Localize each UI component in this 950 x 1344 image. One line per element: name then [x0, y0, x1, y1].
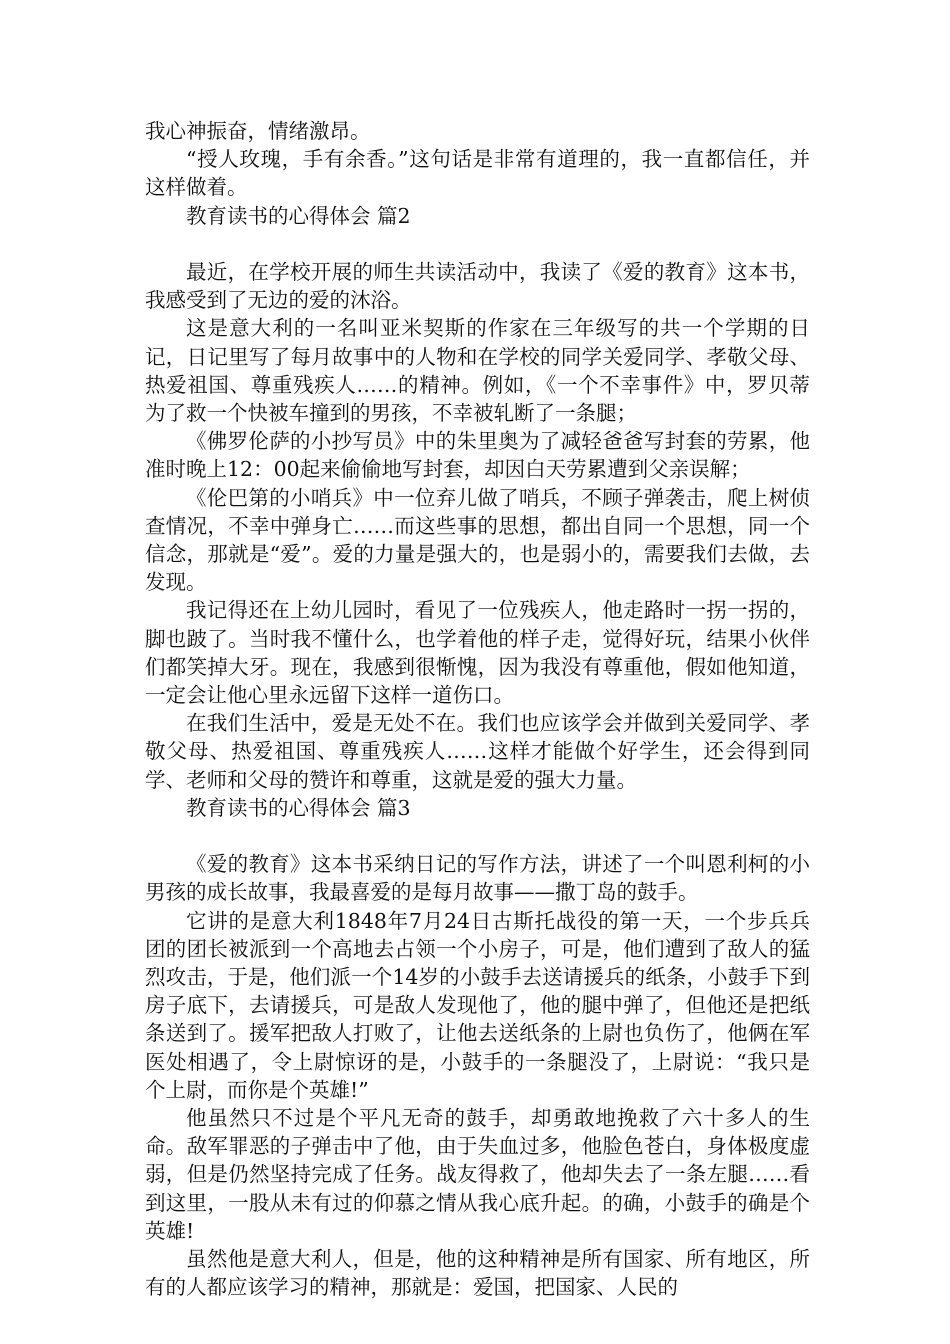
- paragraph: 我记得还在上幼儿园时，看见了一位残疾人，他走路时一拐一拐的，脚也跛了。当时我不懂什么，也学着他的样子走，觉得好玩，结果小伙伴们都笑掉大牙。现在，我感到很惭愧，因为我没有尊重他，假如他知道，一定会让他心里永远留下这样一道伤口。: [145, 598, 810, 708]
- paragraph: 这是意大利的一名叫亚米契斯的作家在三年级写的共一个学期的日记，日记里写了每月故事中的人物和在学校的同学关爱同学、孝敬父母、热爱祖国、尊重残疾人……的精神。例如，《一个不幸事件》中，罗贝蒂为了救一个快被车撞到的男孩，不幸被轧断了一条腿；: [145, 316, 810, 426]
- paragraph: 虽然他是意大利人，但是，他的这种精神是所有国家、所有地区，所有的人都应该学习的精神，那就是：爱国，把国家、人民的: [145, 1247, 810, 1300]
- paragraph: “授人玫瑰，手有余香。”这句话是非常有道理的，我一直都信任，并这样做着。: [145, 147, 810, 200]
- paragraph: 《伦巴第的小哨兵》中一位弃儿做了哨兵，不顾子弹袭击，爬上树侦查情况，不幸中弹身亡……而这些事的思想，都出自同一个思想，同一个信念，那就是“爱”。爱的力量是强大的，也是弱小的，需要我们去做，去发现。: [145, 485, 810, 595]
- paragraph: 它讲的是意大利1848年7月24日古斯托战役的第一天，一个步兵兵团的团长被派到一个高地去占领一个小房子，可是，他们遭到了敌人的猛烈攻击，于是，他们派一个14岁的小鼓手去送请援兵的纸条，小鼓手下到房子底下，去请援兵，可是敌人发现他了，他的腿中弹了，但他还是把纸条送到了。援军把敌人打败了，让他去送纸条的上尉也负伤了，他俩在军医处相遇了，令上尉惊讶的是，小鼓手的一条腿没了，上尉说：“我只是个上尉，而你是个英雄!”: [145, 908, 810, 1102]
- paragraph: 他虽然只不过是个平凡无奇的鼓手，却勇敢地挽救了六十多人的生命。敌军罪恶的子弹击中了他，由于失血过多，他脸色苍白，身体极度虚弱，但是仍然坚持完成了任务。战友得救了，他却失去了一条左腿……看到这里，一股从未有过的仰慕之情从我心底升起。的确，小鼓手的确是个英雄!: [145, 1106, 810, 1243]
- blank-line: [145, 822, 810, 850]
- document-body: [145, 117, 810, 1302]
- paragraph: 《佛罗伦萨的小抄写员》中的朱里奥为了减轻爸爸写封套的劳累，他准时晚上12：00起来偷偷地写封套，却因白天劳累遭到父亲误解；: [145, 429, 810, 482]
- section-heading: 教育读书的心得体会 篇3: [186, 795, 411, 820]
- paragraph: 在我们生活中，爱是无处不在。我们也应该学会并做到关爱同学、孝敬父母、热爱祖国、尊重残疾人……这样才能做个好学生，还会得到同学、老师和父母的赞许和尊重，这就是爱的强大力量。: [145, 711, 810, 792]
- paragraph: 《爱的教育》这本书采纳日记的写作方法，讲述了一个叫恩利柯的小男孩的成长故事，我最喜爱的是每月故事——撒丁岛的鼓手。: [145, 852, 810, 905]
- paragraph: 最近，在学校开展的师生共读活动中，我读了《爱的教育》这本书，我感受到了无边的爱的沐浴。: [145, 260, 810, 313]
- paragraph: 我心神振奋，情绪激昂。: [145, 119, 371, 143]
- blank-line: [145, 230, 810, 258]
- section-heading: 教育读书的心得体会 篇2: [186, 203, 411, 228]
